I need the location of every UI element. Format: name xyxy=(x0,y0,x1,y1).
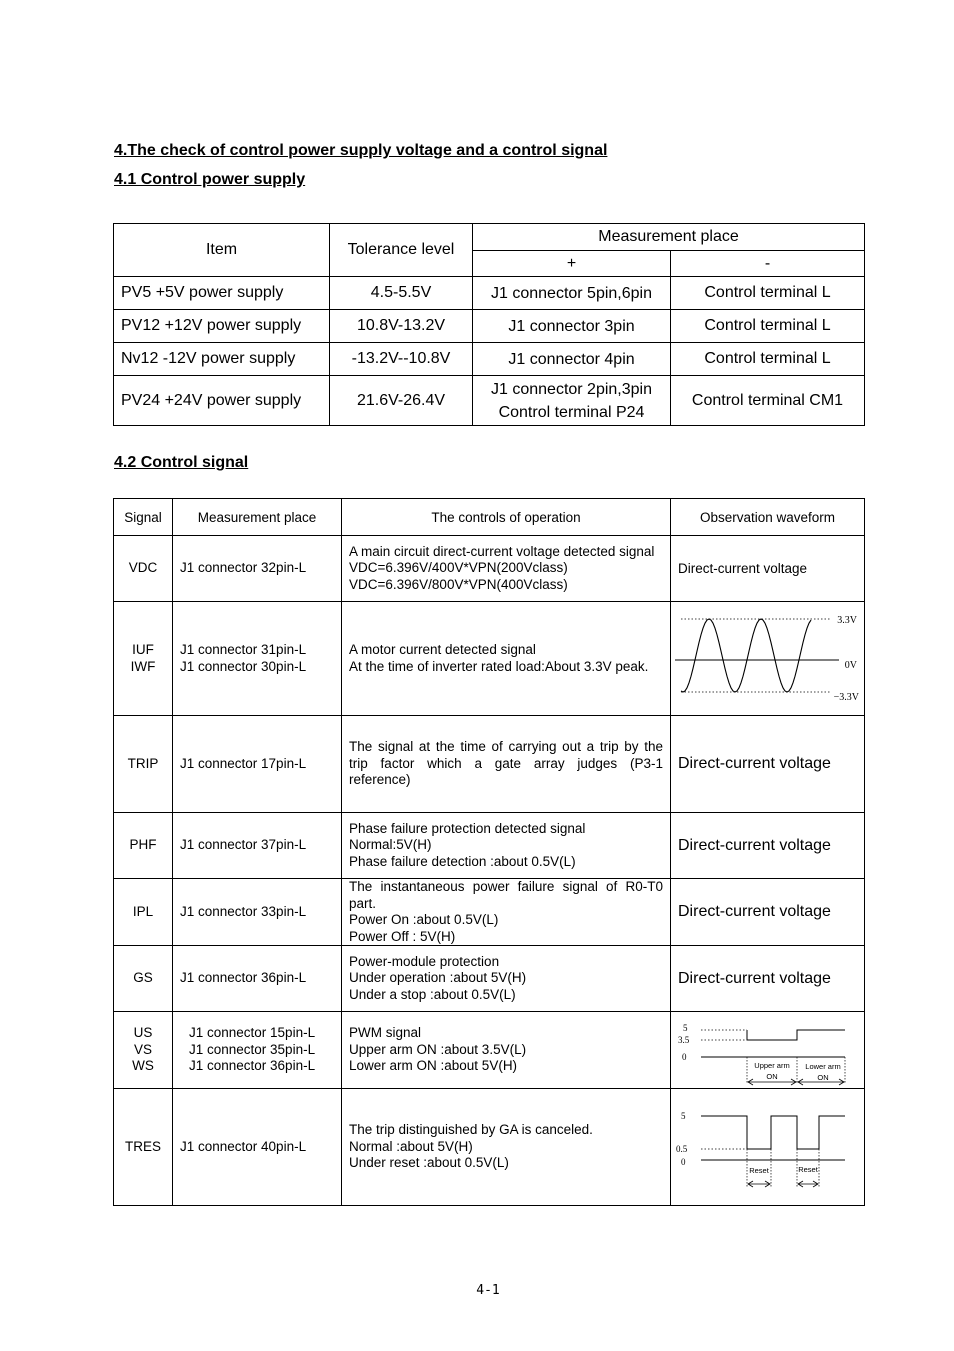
cell-line: J1 connector 31pin-L xyxy=(180,642,307,657)
cell-waveform: Direct-current voltage xyxy=(671,716,865,813)
cell-waveform: Direct-current voltage xyxy=(671,946,865,1012)
cell-controls xyxy=(342,536,671,602)
cell-plus xyxy=(473,310,671,343)
waveform-label: 3.5 xyxy=(678,1035,690,1045)
header-minus: - xyxy=(671,251,865,277)
cell-line: TRES xyxy=(124,1138,161,1154)
waveform-label: ON xyxy=(766,1072,778,1081)
cell-place xyxy=(173,813,342,879)
cell-line: J1 connector 32pin-L xyxy=(180,560,307,576)
cell-line: J1 connector 37pin-L xyxy=(180,837,307,853)
cell-line: PHF xyxy=(129,837,157,853)
cell-controls xyxy=(342,946,671,1012)
reset-waveform xyxy=(671,1089,865,1205)
cell-item: PV5 +5V power supply xyxy=(114,277,330,310)
cell-place xyxy=(173,946,342,1012)
table-row xyxy=(114,310,865,343)
sine-waveform xyxy=(671,603,865,715)
cell-line: Power Off : 5V(H) xyxy=(349,928,456,944)
cell-signal xyxy=(114,1012,173,1089)
table-row xyxy=(114,343,865,376)
cell-line: PWM signal xyxy=(349,1025,422,1041)
cell-waveform: Direct-current voltage xyxy=(671,813,865,879)
waveform-label: −3.3V xyxy=(833,691,859,703)
waveform-label: 5 xyxy=(683,1023,688,1033)
cell-item: PV12 +12V power supply xyxy=(114,310,330,343)
cell-minus: Control terminal L xyxy=(671,277,865,310)
cell-item: Nv12 -12V power supply xyxy=(114,343,330,376)
cell-line: The instantaneous power failure signal of R0-T0 part. xyxy=(349,879,663,911)
waveform-label: Reset xyxy=(798,1165,818,1174)
cell-line: J1 connector 30pin-L xyxy=(180,658,307,674)
cell-signal xyxy=(114,1089,173,1206)
header-waveform: Observation waveform xyxy=(671,499,865,536)
waveform-label: 0V xyxy=(844,659,857,671)
waveform-label: 0 xyxy=(682,1052,687,1062)
header-controls: The controls of operation xyxy=(342,499,671,536)
cell-waveform xyxy=(671,1089,865,1206)
cell-signal xyxy=(114,813,173,879)
cell-controls xyxy=(342,1089,671,1206)
cell-place xyxy=(173,1012,342,1089)
waveform-label: 0 xyxy=(681,1157,686,1167)
waveform-label: Lower arm xyxy=(805,1062,841,1071)
cell-line: Normal:5V(H) xyxy=(349,837,432,853)
cell-line: A main circuit direct-current voltage detected signal xyxy=(349,543,655,559)
cell-place xyxy=(173,602,342,716)
cell-line: The signal at the time of carrying out a trip by the trip factor which a gate array judges (P3-1 reference) xyxy=(349,739,663,788)
cell-line: IWF xyxy=(130,658,156,674)
subsection-title-power: 4.1 Control power supply xyxy=(114,171,306,188)
table-row xyxy=(114,716,865,813)
cell-plus xyxy=(473,376,671,426)
cell-line: J1 connector 15pin-L xyxy=(189,1025,316,1041)
cell-controls xyxy=(342,602,671,716)
cell-place xyxy=(173,879,342,946)
header-tolerance: Tolerance level xyxy=(330,224,473,277)
header-place: Measurement place xyxy=(173,499,342,536)
cell-place xyxy=(173,716,342,813)
cell-line: J1 connector 5pin,6pin xyxy=(491,284,652,302)
cell-line: Power On :about 0.5V(L) xyxy=(349,912,499,927)
table-row xyxy=(114,879,865,946)
control-signal-table xyxy=(113,498,865,1206)
cell-line: VDC=6.396V/800V*VPN(400Vclass) xyxy=(349,576,568,592)
cell-controls xyxy=(342,1012,671,1089)
cell-line: IPL xyxy=(132,903,154,919)
table-row xyxy=(114,1012,865,1089)
cell-line: Control terminal P24 xyxy=(498,403,645,421)
page-number: 4-1 xyxy=(476,1283,500,1298)
waveform-label: ON xyxy=(817,1073,829,1082)
cell-waveform: Direct-current voltage xyxy=(671,879,865,946)
cell-line: J1 connector 3pin xyxy=(508,317,635,335)
cell-minus: Control terminal L xyxy=(671,343,865,376)
table-row xyxy=(114,813,865,879)
cell-tolerance: 4.5-5.5V xyxy=(330,277,473,310)
cell-line: J1 connector 36pin-L xyxy=(189,1058,316,1074)
header-item: Item xyxy=(114,224,330,277)
cell-line: The trip distinguished by GA is canceled. xyxy=(349,1122,593,1138)
subsection-title-signal: 4.2 Control signal xyxy=(114,454,249,471)
waveform-label: 3.3V xyxy=(837,614,857,626)
cell-signal xyxy=(114,602,173,716)
pwm-waveform xyxy=(671,1012,865,1088)
cell-signal xyxy=(114,716,173,813)
cell-line: Power-module protection xyxy=(349,953,500,969)
cell-line: US xyxy=(133,1025,153,1041)
cell-line: Upper arm ON :about 3.5V(L) xyxy=(349,1041,527,1057)
cell-place xyxy=(173,536,342,602)
cell-minus: Control terminal L xyxy=(671,310,865,343)
waveform-label: 5 xyxy=(681,1111,686,1121)
cell-waveform xyxy=(671,602,865,716)
cell-line: A motor current detected signal xyxy=(349,642,536,657)
table-row xyxy=(114,946,865,1012)
cell-place xyxy=(173,1089,342,1206)
cell-line: GS xyxy=(133,970,153,986)
cell-line: Under reset :about 0.5V(L) xyxy=(349,1155,509,1171)
cell-line: At the time of inverter rated load:About 3.3V peak. xyxy=(349,658,649,674)
cell-plus xyxy=(473,343,671,376)
cell-item: PV24 +24V power supply xyxy=(114,376,330,426)
cell-line: J1 connector 17pin-L xyxy=(180,755,307,771)
cell-signal xyxy=(114,879,173,946)
cell-line: IUF xyxy=(132,642,154,657)
cell-controls xyxy=(342,716,671,813)
cell-line: J1 connector 36pin-L xyxy=(180,970,307,986)
cell-line: Phase failure detection :about 0.5V(L) xyxy=(349,853,576,869)
cell-plus xyxy=(473,277,671,310)
table-row xyxy=(114,536,865,602)
cell-line: Normal :about 5V(H) xyxy=(349,1138,473,1154)
cell-tolerance: 21.6V-26.4V xyxy=(330,376,473,426)
cell-line: Under a stop :about 0.5V(L) xyxy=(349,986,516,1002)
cell-line: TRIP xyxy=(127,755,159,771)
cell-line: WS xyxy=(132,1058,154,1074)
table-row xyxy=(114,277,865,310)
cell-line: J1 connector 4pin xyxy=(508,350,635,368)
table-row xyxy=(114,1089,865,1206)
cell-minus: Control terminal CM1 xyxy=(671,376,865,426)
cell-signal xyxy=(114,946,173,1012)
cell-line: Phase failure protection detected signal xyxy=(349,820,586,836)
cell-line: J1 connector 35pin-L xyxy=(189,1041,316,1057)
header-measurement: Measurement place xyxy=(473,224,865,251)
cell-waveform xyxy=(671,1012,865,1089)
header-signal: Signal xyxy=(114,499,173,536)
cell-line: J1 connector 33pin-L xyxy=(180,903,307,919)
waveform-label: Upper arm xyxy=(754,1061,790,1070)
section-title: 4.The check of control power supply voltage and a control signal xyxy=(114,142,608,159)
table-row xyxy=(114,376,865,426)
power-supply-table xyxy=(113,223,865,426)
cell-controls xyxy=(342,879,671,946)
header-plus: + xyxy=(473,251,671,277)
cell-line: J1 connector 2pin,3pin xyxy=(491,380,652,398)
cell-waveform: Direct-current voltage xyxy=(671,536,865,602)
cell-line: VDC=6.396V/400V*VPN(200Vclass) xyxy=(349,560,568,576)
cell-tolerance: -13.2V--10.8V xyxy=(330,343,473,376)
waveform-label: 0.5 xyxy=(676,1144,688,1154)
cell-controls xyxy=(342,813,671,879)
cell-line: VS xyxy=(133,1041,152,1057)
cell-tolerance: 10.8V-13.2V xyxy=(330,310,473,343)
cell-line: J1 connector 40pin-L xyxy=(180,1138,307,1154)
waveform-label: Reset xyxy=(749,1166,769,1175)
table-row xyxy=(114,602,865,716)
cell-signal xyxy=(114,536,173,602)
cell-line: VDC xyxy=(128,560,158,576)
cell-line: Lower arm ON :about 5V(H) xyxy=(349,1058,518,1074)
cell-line: Under operation :about 5V(H) xyxy=(349,970,527,986)
